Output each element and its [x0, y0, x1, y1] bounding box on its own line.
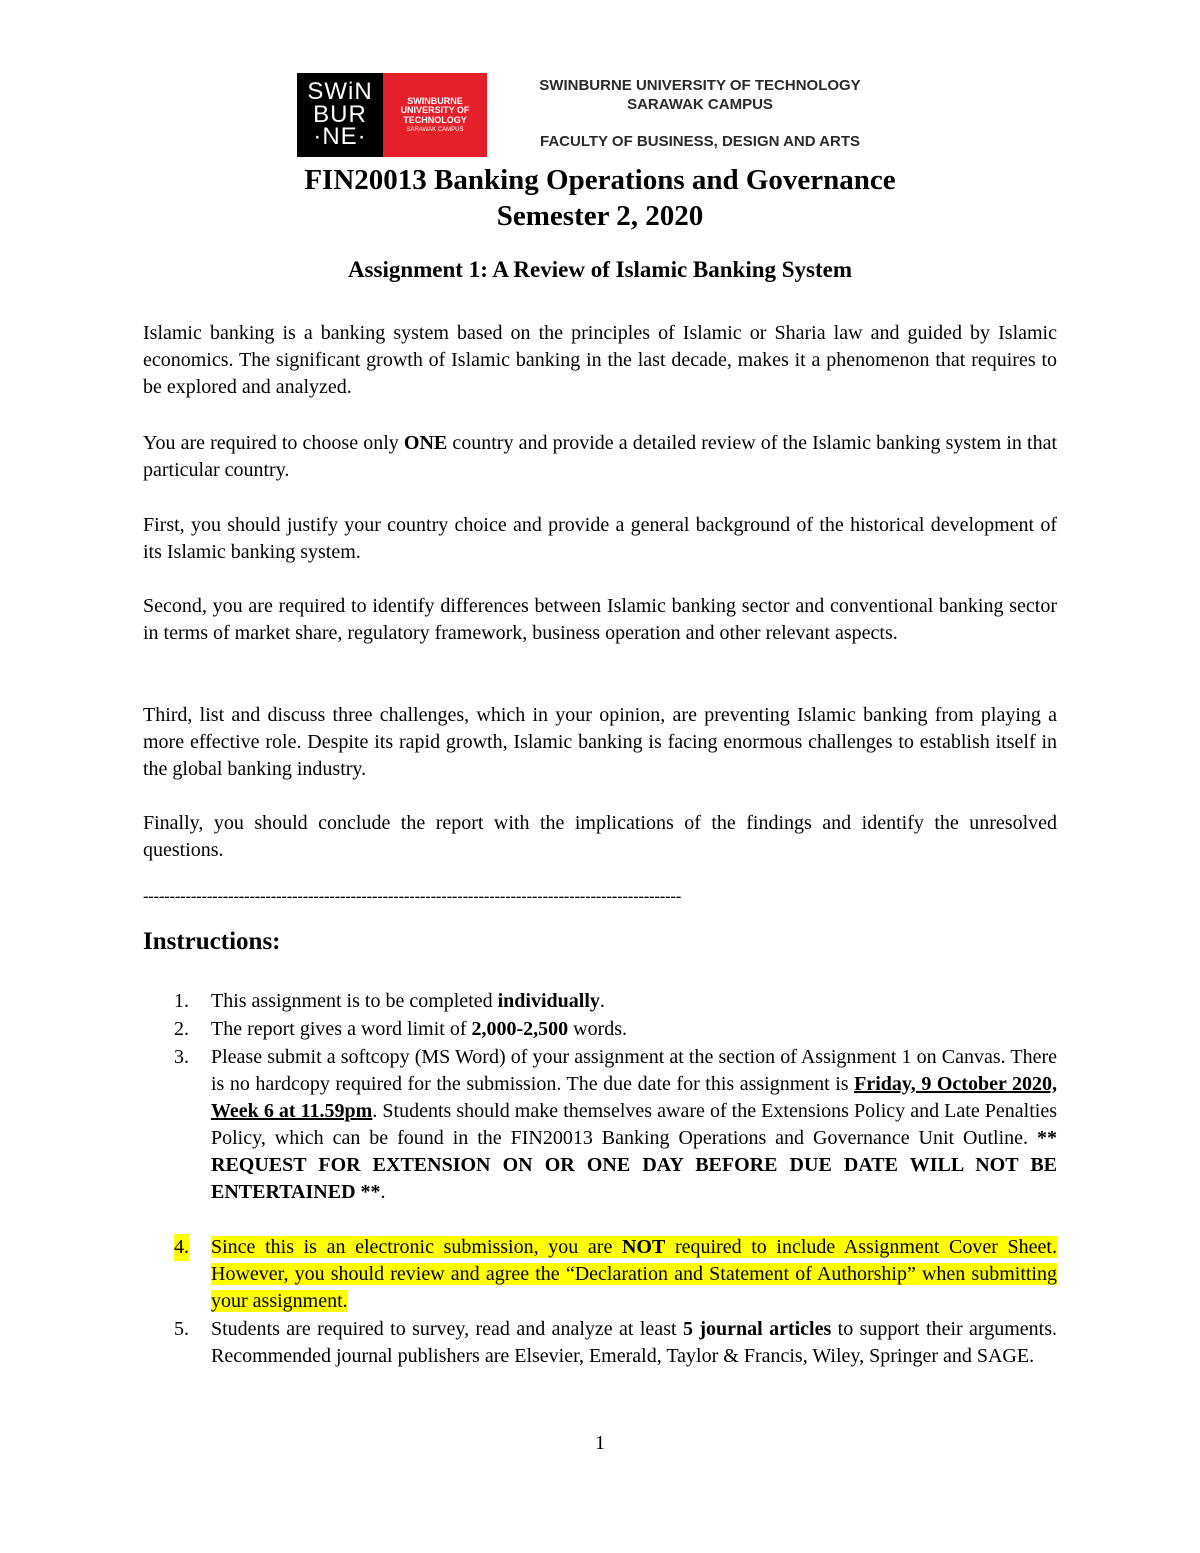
- list-item-text: [211, 988, 1057, 1015]
- university-name: [490, 76, 910, 114]
- item-text: Since this is an electronic submission, you are: [211, 1236, 622, 1258]
- logo-red-line: SARAWAK CAMPUS: [406, 127, 464, 133]
- item-text: Please submit a softcopy (MS Word) of your assignment at the section of Assignment 1 on Canvas. There is no hardcopy required for the submission. The due date for this assignment is: [211, 1046, 1057, 1095]
- item-text: .: [380, 1181, 386, 1203]
- bold-text: 2,000-2,500: [471, 1018, 569, 1040]
- paragraph-country: [143, 430, 1057, 484]
- item-text: .: [599, 990, 605, 1012]
- paragraph-first: First, you should justify your country choice and provide a general background of the historical development of its Islamic banking system.: [143, 514, 1057, 563]
- paragraph-intro: Islamic banking is a banking system based on the principles of Islamic or Sharia law and guided by Islamic economics. The significant growth of Islamic banking in the last decade, makes it a phenomenon that requires to be explored and analyzed.: [143, 322, 1057, 398]
- item-text: words.: [568, 1018, 628, 1040]
- instructions-heading: Instructions:: [143, 928, 281, 955]
- logo-black-block: [297, 73, 383, 157]
- university-line2: SARAWAK CAMPUS: [627, 96, 773, 113]
- semester-title: Semester 2, 2020: [496, 200, 704, 232]
- paragraph-finally: Finally, you should conclude the report with the implications of the findings and identify the unresolved questions.: [143, 812, 1057, 861]
- extension-warning: ** REQUEST FOR EXTENSION ON OR ONE DAY BEFORE DUE DATE WILL NOT BE ENTERTAINED **: [211, 1127, 1057, 1203]
- faculty-name: FACULTY OF BUSINESS, DESIGN AND ARTS: [539, 133, 861, 150]
- item-text: to support their arguments. Recommended journal publishers are Elsevier, Emerald, Taylor & Francis, Wiley, Springer and SAGE.: [211, 1318, 1058, 1367]
- list-item-text: [211, 1044, 1057, 1206]
- logo-text-line: SWiN: [307, 77, 373, 105]
- separator-line: -----------------------------------------------------------------------------------------------------: [143, 888, 682, 905]
- item-text: This assignment is to be completed: [211, 990, 498, 1012]
- unit-title: FIN20013 Banking Operations and Governance: [304, 164, 896, 196]
- list-number: 2.: [174, 1018, 189, 1040]
- list-item-text: [211, 1234, 1057, 1315]
- logo-text-line: BUR: [313, 100, 367, 128]
- item-text: required to include Assignment Cover Sheet. However, you should review and agree the “Declaration and Statement of Authorship” when submitting your assignment.: [211, 1236, 1057, 1312]
- bold-text: NOT: [621, 1236, 666, 1258]
- paragraph-second: Second, you are required to identify differences between Islamic banking sector and conventional banking sector in terms of market share, regulatory framework, business operation and other relevant aspects.: [143, 595, 1057, 644]
- paragraph-third: Third, list and discuss three challenges, which in your opinion, are preventing Islamic banking from playing a more effective role. Despite its rapid growth, Islamic banking is facing enormous challenges to establish itself in the global banking industry.: [143, 704, 1057, 780]
- logo-red-line: UNIVERSITY OF: [400, 105, 470, 116]
- logo-red-line: TECHNOLOGY: [403, 114, 467, 125]
- paragraph-text: You are required to choose only: [143, 432, 404, 454]
- list-item-text: [211, 1016, 1057, 1043]
- list-number: 3.: [174, 1046, 189, 1068]
- list-number: 5.: [174, 1318, 189, 1340]
- item-text: The report gives a word limit of: [211, 1018, 472, 1040]
- list-item-text: [211, 1316, 1057, 1370]
- item-text: Students are required to survey, read and analyze at least: [211, 1318, 683, 1340]
- assignment-title: Assignment 1: A Review of Islamic Banking System: [347, 257, 853, 282]
- bold-text: individually: [497, 990, 600, 1012]
- logo-text-line: ·NE·: [313, 123, 367, 151]
- due-date: Friday, 9 October 2020, Week 6 at 11.59pm: [211, 1073, 1058, 1122]
- university-line1: SWINBURNE UNIVERSITY OF TECHNOLOGY: [539, 77, 861, 94]
- bold-text: ONE: [403, 432, 448, 454]
- logo-red-line: SWINBURNE: [407, 95, 463, 106]
- list-number: 1.: [174, 990, 189, 1012]
- paragraph-text: country and provide a detailed review of the Islamic banking system in that particular country.: [143, 432, 1058, 481]
- swinburne-logo: [297, 73, 487, 157]
- bold-text: 5 journal articles: [682, 1318, 832, 1340]
- page-number: 1: [595, 1432, 605, 1454]
- item-text: . Students should make themselves aware of the Extensions Policy and Late Penalties Policy, which can be found in the FIN20013 Banking Operations and Governance Unit Outline.: [211, 1100, 1057, 1149]
- logo-red-block: [383, 73, 487, 157]
- list-number: 4.: [174, 1234, 189, 1261]
